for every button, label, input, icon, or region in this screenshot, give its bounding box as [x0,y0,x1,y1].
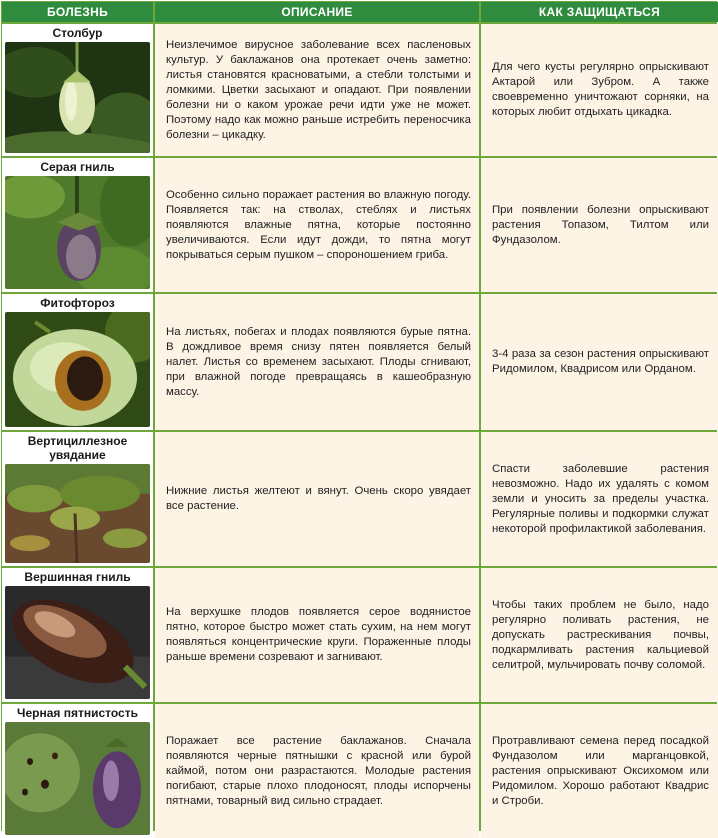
disease-name: Фитофтороз [40,296,115,310]
protection-cell [481,704,718,838]
protection-text: Протравливают семена перед посадкой Фундазолом или марганцовкой, растения опрыскивают Оксихомом или Ридомилом. Хорошо работают Квадрис и Строби. [492,734,709,807]
protection-text: Чтобы таких проблем не было, надо регулярно поливать растения, не допускать растрескивания почвы, подкармливать растения кальциевой селитрой, мульчировать почву соломой. [492,598,709,671]
disease-photo [5,176,150,289]
description-text: Нижние листья желтеют и вянут. Очень скоро увядает все растение. [166,485,471,512]
description-cell [155,704,479,838]
description-text: На листьях, побегах и плодах появляются бурые пятна. В дождливое время снизу пятен появляется белый налет. Листья со временем засыхают. Плоды сгнивают, при влажной погоде превращаясь в кашеобразную массу. [166,325,471,398]
protection-text: Для чего кусты регулярно опрыскивают Актарой или Зубром. А также своевременно уничтожают сорняки, на которых любит отдыхать цикадка. [492,61,709,118]
protection-text: 3-4 раза за сезон растения опрыскивают Ридомилом, Квадрисом или Орданом. [492,348,709,375]
header-description: ОПИСАНИЕ [155,2,479,22]
protection-text: Спасти заболевшие растения невозможно. Надо их удалять с комом земли и уносить за пределы участка. Регулярные поливы и подкормки служат некоторой профилактикой заболевания. [492,462,709,535]
disease-name: Вертициллезное увядание [27,434,128,462]
protection-cell [481,24,718,156]
disease-name: Серая гниль [40,160,115,174]
description-text: На верхушке плодов появляется серое водянистое пятно, которое быстро может стать сухим, на нем могут появляться концентрические круги. Пораженные плоды раньше времени созревают и загнивают. [166,606,471,663]
description-cell [155,568,479,702]
disease-photo [5,586,150,699]
protection-text: При появлении болезни опрыскивают растения Топазом, Тилтом или Фундазолом. [492,203,709,246]
disease-photo [5,42,150,153]
disease-table [1,1,717,831]
protection-cell [481,432,718,566]
disease-name: Черная пятнистость [17,706,138,720]
disease-photo [5,312,150,427]
header-protection: КАК ЗАЩИЩАТЬСЯ [481,2,718,22]
description-text: Особенно сильно поражает растения во влажную погоду. Появляется так: на стволах, стеблях и листьях появляются влажные пятна, которые постоянно увеличиваются. Если идут дожди, то пятна могут покрываться серым пушком – спороношением гриба. [166,188,471,261]
disease-cell [2,294,153,430]
disease-photo [5,722,150,835]
disease-photo [5,464,150,563]
description-cell [155,294,479,430]
protection-cell [481,568,718,702]
header-disease: БОЛЕЗНЬ [2,2,153,22]
disease-cell [2,704,153,838]
description-text: Неизлечимое вирусное заболевание всех пасленовых культур. У баклажанов она протекает очень заметно: листья становятся красноватыми, а стебли толстыми и ломкими. Цветки засыхают и опадают. При появлении болезни ни о каком урожае речи идти уже не может. Поэтому надо как можно раньше истребить переносчика болезни – цикадку. [166,38,471,141]
disease-name: Вершинная гниль [24,570,131,584]
disease-cell [2,158,153,292]
description-cell [155,432,479,566]
disease-cell [2,568,153,702]
protection-cell [481,158,718,292]
disease-cell [2,432,153,566]
description-cell [155,158,479,292]
disease-name: Столбур [52,26,103,40]
disease-cell [2,24,153,156]
description-cell [155,24,479,156]
description-text: Поражает все растение баклажанов. Сначала появляются черные пятнышки с красной или бурой каймой, потом они разрастаются. Молодые растения погибают, старые плохо плодоносят, плоды испорчены пятнами, товарный вид сильно страдает. [166,734,471,807]
protection-cell [481,294,718,430]
